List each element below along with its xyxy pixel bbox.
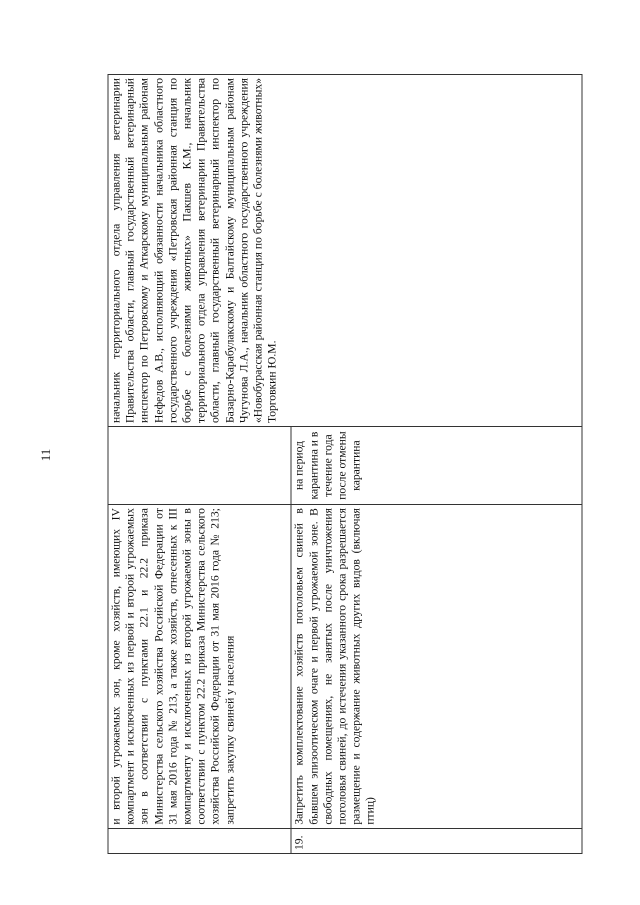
- term-cell: [108, 427, 291, 505]
- term-cell: [291, 427, 582, 505]
- measure-text: и второй угрожаемых зон, кроме хозяйств, имеющих IV компартмент и исключенных из первой и второй угрожаемых зон в соответствии с пунктами 22.1 и 22.2 приказа Министерства сельского хозяйства Российской Федерации от 31 мая 2016 года № 213, а также хозяйств, отнесенных к III компартменту и исключенных из второй угрожаемой зоны в соответствии с пунктом 22.2 приказа Министерства сельского хозяйства Российской Федерации от 31 мая 2016 года № 213; запретить закупку свиней у населения: [109, 508, 237, 825]
- term-text: на период карантина и в течение года после отмены карантина: [292, 431, 363, 500]
- row-number-cell: 19.: [291, 828, 582, 853]
- responsible-cell: [108, 75, 582, 427]
- measure-text: Запретить комплектование хозяйств поголовьем свиней в бывшем эпизоотическом очаге и первой угрожаемой зоне. В свободных помещениях, не занятых после уничтожения поголовья свиней, до истечения указанного срока разрешается размещение и содержание животных других видов (включая птиц): [292, 508, 377, 825]
- table-row: [108, 75, 291, 854]
- measure-cell: [291, 505, 582, 829]
- measure-cell: [108, 505, 291, 829]
- rotated-table-wrapper: [108, 74, 583, 854]
- row-number-cell: [108, 828, 291, 853]
- responsible-text: начальник территориального отдела управления ветеринарии Правительства области, главный государственный ветеринарный инспектор по Петровскому и Аткарскому муниципальным районам Нефедов А.В., исполняющий обязанности начальника областного государственного учреждения «Петровская районная станция по борьбе с болезнями животных» Пакшев К.М., начальник территориального отдела управления ветеринарии Правительства области, главный государственный ветеринарный инспектор по Базарно-Карабулакскому и Балтайскому муниципальным районам Чугунова Л.А., начальник областного государственного учреждения «Новобурасская районная станция по борьбе с болезнями животных» Торговкин Ю.М.: [109, 78, 279, 423]
- measures-table: [108, 74, 583, 854]
- page-number: 11: [38, 448, 53, 462]
